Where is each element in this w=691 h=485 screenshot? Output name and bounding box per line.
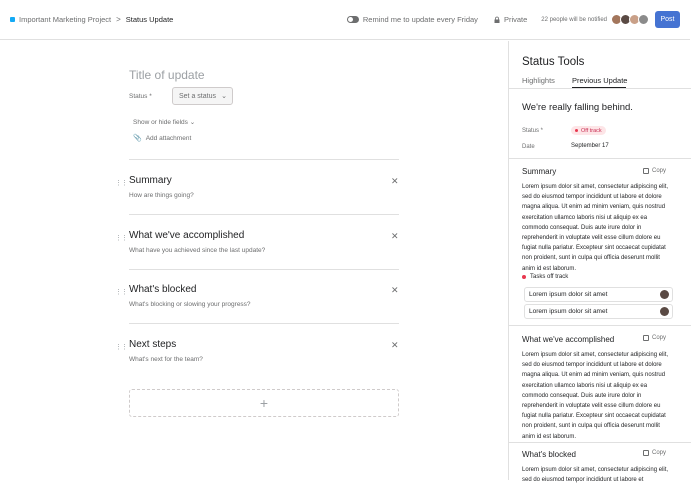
copy-icon: [643, 168, 649, 174]
section-title[interactable]: Summary: [129, 175, 172, 186]
update-headline: We're really falling behind.: [522, 102, 633, 113]
divider: [129, 214, 399, 215]
section-accomplished[interactable]: [115, 230, 405, 270]
member-avatars[interactable]: [613, 14, 649, 25]
status-badge: Off track: [571, 126, 606, 135]
task-row[interactable]: [524, 287, 673, 302]
drag-handle-icon[interactable]: ⋮⋮: [115, 344, 127, 351]
drag-handle-icon[interactable]: ⋮⋮: [115, 180, 127, 187]
avatar: [660, 307, 669, 316]
status-update-editor: [0, 41, 508, 480]
task-row[interactable]: [524, 304, 673, 319]
accomplished-body: Lorem ipsum dolor sit amet, consectetur adipiscing elit, sed do eiusmod tempor incididunt ut labore et dolore magna aliqua. Ut enim ad minim veniam, quis nostrud exercitation ullamco laboris nisi ut aliquip ex ea commodo consequat. Duis aute irure dolor in reprehenderit in voluptate velit esse cillum dolore eu fugiat nulla pariatur. Excepteur sint occaecat cupidatat non proident, sunt in culpa qui officia deserunt mollit anim id est laborum.: [522, 352, 669, 440]
breadcrumb-project[interactable]: Important Marketing Project: [19, 15, 112, 24]
title-input[interactable]: Title of update: [129, 68, 205, 82]
panel-title: Status Tools: [522, 56, 585, 68]
copy-accomplished-button[interactable]: [643, 335, 666, 341]
tab-previous-update[interactable]: Previous Update: [572, 76, 628, 85]
section-blocked[interactable]: [115, 284, 405, 324]
drag-handle-icon[interactable]: ⋮⋮: [115, 289, 127, 296]
blocked-body: Lorem ipsum dolor sit amet, consectetur adipiscing elit, sed do eiusmod tempor incididunt ut labore et: [522, 467, 669, 484]
blocked-title: What's blocked: [522, 450, 576, 459]
add-section-button[interactable]: [129, 389, 399, 417]
avatar: [660, 290, 669, 299]
section-title[interactable]: What we've accomplished: [129, 230, 245, 241]
copy-icon: [643, 335, 649, 341]
date-label: Date: [522, 144, 535, 150]
status-select-value: Set a status: [179, 92, 216, 100]
avatar: [638, 14, 649, 25]
remind-toggle[interactable]: [347, 16, 359, 23]
section-hint[interactable]: What's blocking or slowing your progress?: [129, 301, 251, 308]
divider: [129, 323, 399, 324]
off-track-dot-icon: [522, 275, 526, 279]
remind-label[interactable]: Remind me to update every Friday: [362, 15, 478, 24]
tab-highlights[interactable]: Highlights: [522, 76, 555, 85]
project-color-icon: [10, 17, 15, 22]
divider: [129, 269, 399, 270]
summary-title: Summary: [522, 167, 557, 176]
paperclip-icon: 📎: [133, 135, 142, 142]
post-button[interactable]: Post: [655, 11, 680, 28]
divider: [509, 158, 691, 159]
close-icon[interactable]: ✕: [391, 176, 399, 186]
show-hide-label: Show or hide fields: [133, 119, 188, 126]
top-bar: [0, 0, 690, 40]
section-title[interactable]: What's blocked: [129, 284, 197, 295]
copy-summary-button[interactable]: [643, 168, 666, 174]
section-hint[interactable]: What have you achieved since the last update?: [129, 247, 266, 254]
section-hint[interactable]: How are things going?: [129, 192, 194, 199]
task-name: Lorem ipsum dolor sit amet: [529, 291, 608, 298]
add-attachment-button[interactable]: [133, 134, 191, 142]
status-field-label: Status *: [129, 93, 152, 100]
task-name: Lorem ipsum dolor sit amet: [529, 308, 608, 315]
lock-icon: [494, 17, 500, 23]
close-icon[interactable]: ✕: [391, 231, 399, 241]
accomplished-title: What we've accomplished: [522, 335, 615, 344]
status-select[interactable]: [172, 87, 233, 105]
chevron-right-icon: >: [116, 15, 121, 24]
divider: [509, 325, 691, 326]
section-title[interactable]: Next steps: [129, 339, 177, 350]
top-bar-actions: [347, 11, 680, 28]
tasks-label-text: Tasks off track: [530, 274, 569, 280]
drag-handle-icon[interactable]: ⋮⋮: [115, 235, 127, 242]
close-icon[interactable]: ✕: [391, 340, 399, 350]
divider: [509, 88, 691, 89]
chevron-down-icon: ⌄: [221, 93, 227, 100]
copy-label: Copy: [652, 450, 667, 456]
divider: [509, 442, 691, 443]
breadcrumb-current: Status Update: [125, 15, 174, 24]
copy-blocked-button[interactable]: [643, 450, 666, 456]
section-summary[interactable]: [115, 175, 405, 215]
privacy-button[interactable]: Private: [503, 15, 528, 24]
section-hint[interactable]: What's next for the team?: [129, 356, 203, 363]
close-icon[interactable]: ✕: [391, 285, 399, 295]
notified-count: 22 people will be notified: [541, 16, 607, 23]
divider: [129, 159, 399, 160]
tasks-off-track-label: [522, 274, 568, 280]
plus-icon: +: [259, 395, 269, 411]
status-tools-panel: [508, 41, 690, 484]
copy-label: Copy: [652, 335, 667, 341]
show-hide-fields-button[interactable]: [133, 118, 195, 126]
date-value: September 17: [571, 143, 609, 149]
copy-icon: [643, 450, 649, 456]
section-next-steps[interactable]: [115, 339, 405, 379]
status-label: Status *: [522, 128, 544, 134]
summary-body: Lorem ipsum dolor sit amet, consectetur adipiscing elit, sed do eiusmod tempor incididunt ut labore et dolore magna aliqua. Ut enim ad minim veniam, quis nostrud exercitation ullamco laboris nisi ut aliquip ex ea commodo consequat. Duis aute irure dolor in reprehenderit in voluptate velit esse cillum dolore eu fugiat nulla pariatur. Excepteur sint occaecat cupidatat non proident, sunt in culpa qui officia deserunt mollit anim id est laborum.: [522, 184, 669, 272]
add-attachment-label: Add attachment: [145, 134, 192, 142]
chevron-down-icon: ⌄: [189, 119, 196, 126]
copy-label: Copy: [652, 168, 667, 174]
